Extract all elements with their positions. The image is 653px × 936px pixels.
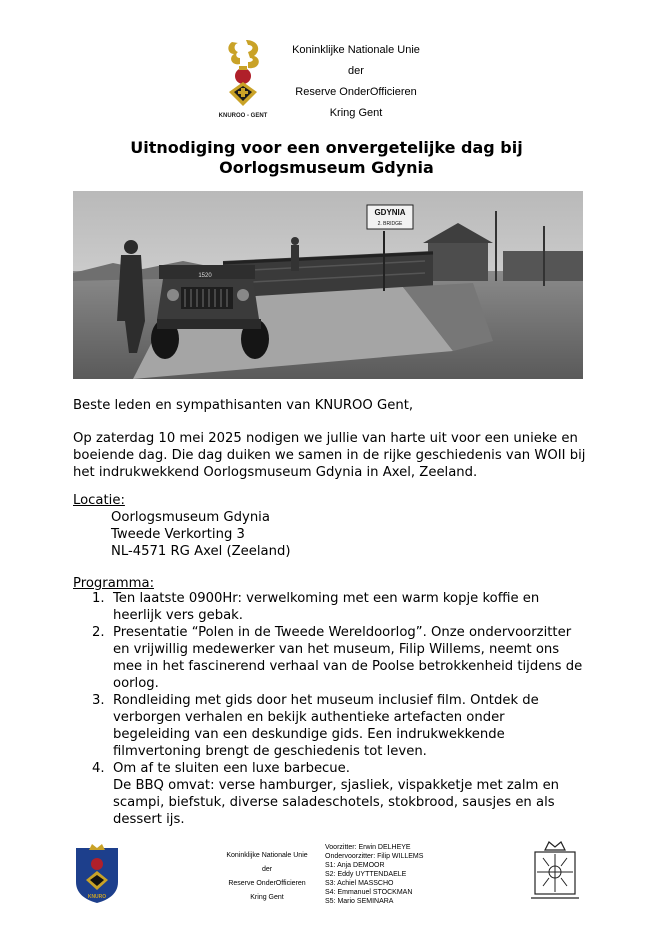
address-line: NL-4571 RG Axel (Zeeland) <box>111 544 291 559</box>
item-text-detail: De BBQ omvat: verse hamburger, sjasliek, vispakketje met zalm en scampi, biefstuk, diverse saladeschotels, stokbrood, sausjes en als dessert ijs. <box>113 778 560 827</box>
board-member: Ondervoorzitter: Filip WILLEMS <box>325 853 424 860</box>
page-title <box>60 138 593 178</box>
item-number: 3. <box>92 693 105 708</box>
programme-heading: Programma: <box>73 576 155 591</box>
org-line: Koninklijke Nationale Unie <box>292 44 420 56</box>
location-address <box>111 509 290 560</box>
item-text: Ten laatste 0900Hr: verwelkoming met een warm kopje koffie en heerlijk vers gebak. <box>113 591 540 623</box>
address-line: Oorlogsmuseum Gdynia <box>111 510 270 525</box>
organisation-name <box>276 40 436 124</box>
item-text: Om af te sluiten een luxe barbecue. <box>113 761 350 776</box>
footer-crest-logo <box>527 840 583 902</box>
footer-org-line: Kring Gent <box>250 894 284 901</box>
org-line: Reserve OnderOfficieren <box>295 86 417 98</box>
org-line: der <box>348 65 364 77</box>
item-number: 4. <box>92 761 105 776</box>
title-line: Oorlogsmuseum Gdynia <box>219 158 434 177</box>
list-item <box>73 760 583 828</box>
photo-jeep-marking: 1520 <box>198 273 212 279</box>
logo-caption: KNUROO - GENT <box>218 113 268 119</box>
footer-board-list <box>325 843 423 906</box>
intro-paragraph: Op zaterdag 10 mei 2025 nodigen we jullie van harte uit voor een unieke en boeiende dag. Die dag duiken we samen in de rijke geschiedenis van WOII bij het indrukwekkend Oorlogsmuseum Gdynia in Axel, Zeeland. <box>73 431 586 480</box>
knuroo-logo <box>218 36 268 120</box>
item-number: 1. <box>92 591 105 606</box>
item-text: Rondleiding met gids door het museum inclusief film. Ontdek de verborgen verhalen en bekijk authentieke artefacten onder begeleiding van een deskundige gids. Een indrukwekkende filmvertoning brengt de geschiedenis tot leven. <box>113 693 539 759</box>
photo-sign-text: 2. BRIDGE <box>377 221 403 227</box>
greeting: Beste leden en sympathisanten van KNUROO Gent, <box>73 398 414 413</box>
item-text: Presentatie “Polen in de Tweede Wereldoorlog”. Onze ondervoorzitter en vrijwillig medewerker van het museum, Filip Willems, neemt ons mee in het fascinerend verhaal van de Poolse betrokkenheid tijdens de oorlog. <box>113 625 583 691</box>
board-member: S3: Achiel MASSCHO <box>325 880 394 887</box>
list-item <box>73 624 583 692</box>
footer-badge-logo <box>72 840 122 904</box>
board-member: S2: Eddy UYTTENDAELE <box>325 871 407 878</box>
footer-org-line: der <box>261 866 273 873</box>
footer-org-line: Koninklijke Nationale Unie <box>226 852 308 859</box>
footer-org-line: Reserve OnderOfficieren <box>228 880 306 887</box>
badge-text: KNURO <box>87 894 107 900</box>
board-member: S5: Mario SEMINARA <box>325 898 394 905</box>
list-item <box>73 590 583 624</box>
board-member: Voorzitter: Erwin DELHEYE <box>325 844 411 851</box>
footer-organisation <box>222 849 312 905</box>
list-item <box>73 692 583 760</box>
org-line: Kring Gent <box>329 107 383 119</box>
photo-sign-text: GDYNIA <box>374 208 406 217</box>
historic-photo <box>73 191 583 379</box>
item-number: 2. <box>92 625 105 640</box>
board-member: S1: Anja DEMOOR <box>325 862 385 869</box>
location-heading: Locatie: <box>73 493 125 508</box>
programme-list <box>73 590 583 828</box>
board-member: S4: Emmanuel STOCKMAN <box>325 889 413 896</box>
address-line: Tweede Verkorting 3 <box>111 527 245 542</box>
title-line: Uitnodiging voor een onvergetelijke dag bij <box>130 138 523 157</box>
